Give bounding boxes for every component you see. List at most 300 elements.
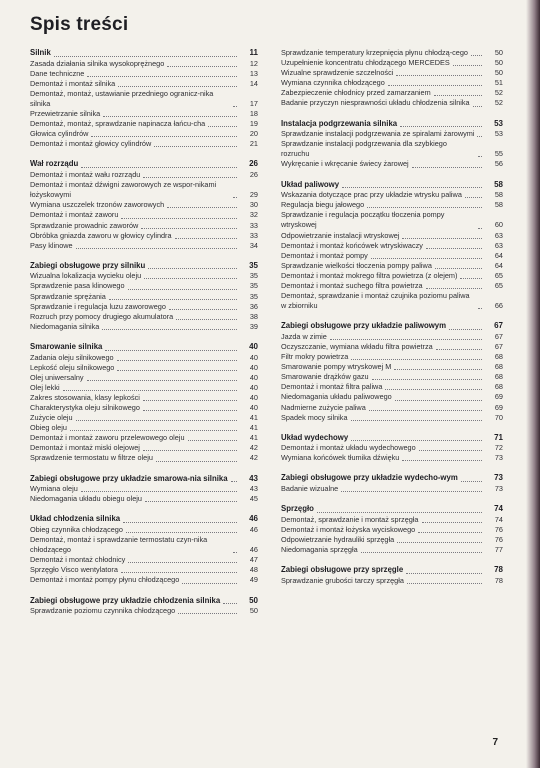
entry-title: Dane techniczne (30, 68, 85, 78)
toc-entry (281, 210, 503, 230)
dot-leader (471, 55, 482, 56)
dot-leader (406, 573, 482, 574)
entry-page-number: 47 (249, 555, 258, 565)
toc-entry (281, 271, 503, 281)
toc-entry (30, 393, 258, 403)
entry-page-number: 50 (249, 595, 258, 605)
entry-page-number: 20 (249, 129, 258, 139)
dot-leader (117, 370, 237, 371)
entry-page-number: 18 (249, 109, 258, 119)
entry-title: Odpowietrzanie instalacji wtryskowej (281, 230, 400, 240)
toc-entry (30, 79, 258, 89)
dot-leader (465, 197, 482, 198)
toc-entry (281, 139, 503, 159)
section-title: Układ paliwowy (281, 179, 340, 189)
entry-page-number: 60 (494, 220, 503, 230)
entry-title: Sprawdzanie i regulacja luzu zaworowego (30, 301, 166, 311)
dot-leader (76, 420, 237, 421)
dot-leader (341, 491, 482, 492)
toc-entry (30, 423, 258, 433)
toc-entry (30, 109, 258, 119)
dot-leader (128, 562, 237, 563)
entry-page-number: 78 (494, 565, 503, 575)
entry-title: Demontaż i montaż pompy (281, 250, 368, 260)
toc-entry (30, 353, 258, 363)
toc-entry (281, 291, 503, 311)
dot-leader (351, 420, 482, 421)
dot-leader (87, 380, 237, 381)
dot-leader (167, 207, 237, 208)
dot-leader (372, 379, 482, 380)
toc-entry (30, 565, 258, 575)
entry-page-number: 50 (249, 606, 258, 616)
entry-page-number: 67 (494, 331, 503, 341)
entry-title: Demontaż, montaż i sprawdzanie termostatu czyn-nika chłodzącego (30, 535, 208, 555)
toc-entry (30, 221, 258, 231)
dot-leader (426, 248, 482, 249)
toc-entry (30, 59, 258, 69)
toc-entry (281, 515, 503, 525)
entry-title: Demontaż i montaż wału rozrządu (30, 170, 141, 180)
toc-entry (281, 281, 503, 291)
entry-title: Niedomagania silnika (30, 321, 100, 331)
section-title: Zabiegi obsługowe przy układzie wydecho-wym (281, 473, 458, 483)
toc-section-heading (30, 474, 258, 485)
entry-title: Demontaż i montaż suchego filtra powietrza (281, 280, 423, 290)
toc-entry (281, 484, 503, 494)
toc-section (30, 48, 258, 149)
dot-leader (169, 309, 237, 310)
entry-title: Demontaż i montaż dźwigni zaworowych ze wspor-nikami łożyskowymi (30, 180, 217, 200)
toc-entry (30, 363, 258, 373)
toc-entry (30, 403, 258, 413)
section-title: Wał rozrządu (30, 159, 79, 169)
entry-page-number: 48 (249, 565, 258, 575)
dot-leader (422, 522, 483, 523)
dot-leader (143, 410, 237, 411)
entry-title: Sprawdzanie sprężania (30, 291, 106, 301)
entry-title: Demontaż i montaż pompy płynu chłodzącego (30, 575, 180, 585)
toc-section (30, 159, 258, 250)
section-title: Zabiegi obsługowe przy sprzęgle (281, 565, 404, 575)
toc-entry (281, 576, 503, 586)
dot-leader (156, 461, 237, 462)
dot-leader (81, 491, 237, 492)
toc-entry (30, 555, 258, 565)
entry-title: Sprawdzanie wielkości tłoczenia pompy paliwa (281, 260, 432, 270)
entry-title: Zasada działania silnika wysokoprężnego (30, 58, 165, 68)
dot-leader (412, 167, 482, 168)
toc-entry (30, 292, 258, 302)
entry-title: Nadmierne zużycie paliwa (281, 402, 366, 412)
entry-title: Wymiana końcówek tłumika dźwięku (281, 453, 400, 463)
entry-title: Wizualna lokalizacja wycieku oleju (30, 271, 142, 281)
entry-page-number: 50 (494, 58, 503, 68)
toc-entry (281, 443, 503, 453)
entry-page-number: 78 (494, 575, 503, 585)
entry-page-number: 67 (494, 321, 503, 331)
entry-page-number: 76 (494, 524, 503, 534)
toc-entry (30, 413, 258, 423)
toc-entry (281, 352, 503, 362)
dot-leader (81, 167, 237, 168)
section-title: Zabiegi obsługowe przy silniku (30, 260, 146, 270)
toc-entry (30, 119, 258, 129)
entry-page-number: 74 (494, 504, 503, 514)
dot-leader (473, 106, 482, 107)
dot-leader (105, 350, 237, 351)
toc-entry (30, 453, 258, 463)
dot-leader (141, 228, 237, 229)
entry-title: Odpowietrzanie hydrauliki sprzęgła (281, 534, 395, 544)
dot-leader (128, 289, 237, 290)
dot-leader (188, 440, 237, 441)
toc-entry (30, 129, 258, 139)
entry-title: Charakterystyka oleju silnikowego (30, 403, 140, 412)
dot-leader (118, 86, 237, 87)
entry-page-number: 67 (494, 341, 503, 351)
section-title: Zabiegi obsługowe przy układzie paliwowym (281, 321, 447, 331)
entry-title: Jazda w zimie (281, 331, 327, 341)
toc-section-heading (281, 119, 503, 130)
dot-leader (436, 349, 482, 350)
entry-title: Sprawdzanie prowadnic zaworów (30, 220, 139, 230)
toc-section-heading (30, 159, 258, 170)
dot-leader (478, 156, 482, 157)
entry-title: Pasy klinowe (30, 240, 73, 250)
entry-page-number: 40 (249, 403, 258, 412)
dot-leader (178, 613, 237, 614)
toc-entry (281, 261, 503, 271)
entry-title: Wymiana uszczelek trzonów zaworowych (30, 200, 165, 210)
entry-page-number: 11 (249, 48, 258, 57)
entry-page-number: 65 (494, 280, 503, 290)
toc-entry (30, 139, 258, 149)
entry-title: Sprawdzenie termostatu w filtrze oleju (30, 453, 153, 463)
dot-leader (233, 552, 237, 553)
dot-leader (76, 248, 237, 249)
entry-title: Głowica cylindrów (30, 129, 89, 139)
dot-leader (126, 532, 237, 533)
entry-title: Sprawdzanie temperatury krzepnięcia płynu chłodzą-cego (281, 48, 468, 57)
toc-entry (281, 78, 503, 88)
dot-leader (176, 319, 237, 320)
toc-section (281, 473, 503, 494)
entry-title: Demontaż, montaż, sprawdzanie napinacza łańcu-cha (30, 119, 206, 129)
entry-page-number: 19 (249, 119, 258, 129)
entry-page-number: 73 (494, 484, 503, 494)
entry-page-number: 33 (249, 220, 258, 230)
entry-page-number: 69 (494, 392, 503, 402)
dot-leader (388, 85, 482, 86)
entry-title: Demontaż i montaż zaworu przelewowego oleju (30, 433, 185, 443)
entry-page-number: 46 (249, 524, 258, 534)
toc-entry (30, 443, 258, 453)
toc-entry (281, 190, 503, 200)
toc-section (281, 321, 503, 422)
toc-section (30, 514, 258, 585)
entry-page-number: 51 (494, 78, 503, 88)
entry-title: Oczyszczanie, wymiana wkładu filtra powietrza (281, 341, 433, 351)
dot-leader (400, 126, 482, 127)
entry-page-number: 76 (494, 534, 503, 544)
entry-title: Niedomagania układu obiegu oleju (30, 494, 142, 504)
toc-entry (30, 575, 258, 585)
dot-leader (109, 299, 237, 300)
entry-page-number: 40 (249, 341, 258, 351)
toc-section-heading (30, 514, 258, 525)
dot-leader (121, 572, 237, 573)
dot-leader (478, 308, 482, 309)
entry-page-number: 21 (249, 139, 258, 149)
entry-title: Sprawdzanie instalacji podgrzewania ze spiralami żarowymi (281, 129, 475, 139)
section-title: Silnik (30, 48, 51, 57)
entry-title: Demontaż i montaż mokrego filtra powietrza (z olejem) (281, 270, 458, 280)
toc-section (281, 504, 503, 555)
entry-page-number: 46 (249, 545, 258, 555)
dot-leader (144, 278, 237, 279)
entry-page-number: 34 (249, 240, 258, 250)
entry-title: Sprawdzenie pasa klinowego (30, 281, 125, 291)
entry-page-number: 42 (249, 443, 258, 453)
dot-leader (461, 481, 482, 482)
dot-leader (371, 258, 482, 259)
dot-leader (91, 136, 237, 137)
entry-title: Badanie przyczyn niesprawności układu chłodzenia silnika (281, 98, 470, 108)
entry-title: Niedomagania sprzęgła (281, 545, 358, 555)
dot-leader (342, 187, 482, 188)
entry-title: Sprawdzanie instalacji podgrzewania dla szybkiego rozruchu (281, 139, 447, 159)
entry-title: Obieg czynnika chłodzącego (30, 524, 123, 534)
toc-entry (281, 88, 503, 98)
entry-title: Wymiana czynnika chłodzącego (281, 78, 385, 88)
dot-leader (453, 65, 482, 66)
entry-page-number: 49 (249, 575, 258, 585)
toc-entry (30, 525, 258, 535)
entry-page-number: 40 (249, 372, 258, 382)
dot-leader (396, 75, 482, 76)
toc-entry (30, 373, 258, 383)
entry-title: Demontaż i montaż chłodnicy (30, 555, 126, 565)
toc-entry (30, 241, 258, 251)
toc-entry (30, 433, 258, 443)
toc-left-column (30, 48, 258, 626)
entry-page-number: 35 (249, 260, 258, 270)
entry-page-number: 42 (249, 453, 258, 463)
dot-leader (330, 339, 482, 340)
entry-page-number: 73 (494, 473, 503, 483)
entry-page-number: 58 (494, 200, 503, 210)
entry-title: Demontaż, sprawdzanie i montaż czujnika poziomu paliwa w zbiorniku (281, 291, 470, 311)
toc-entry (281, 535, 503, 545)
entry-title: Wymiana oleju (30, 484, 78, 494)
toc-section-heading (30, 48, 258, 59)
entry-title: Olej lekki (30, 382, 60, 392)
entry-title: Zakres stosowania, klasy lepkości (30, 392, 140, 402)
toc-section (281, 565, 503, 586)
dot-leader (369, 410, 482, 411)
entry-title: Uzupełnienie koncentratu chłodzącego MERCEDES (281, 58, 450, 68)
entry-page-number: 52 (494, 98, 503, 108)
section-title: Układ chłodzenia silnika (30, 514, 121, 524)
toc-section-heading (281, 433, 503, 444)
dot-leader (435, 268, 482, 269)
entry-page-number: 50 (494, 68, 503, 78)
entry-page-number: 50 (494, 48, 503, 57)
section-title: Instalacja podgrzewania silnika (281, 118, 398, 128)
entry-page-number: 55 (494, 149, 503, 159)
dot-leader (351, 359, 482, 360)
dot-leader (233, 197, 237, 198)
entry-title: Rozruch przy pomocy drugiego akumulatora (30, 311, 174, 321)
dot-leader (419, 450, 482, 451)
entry-title: Demontaż i montaż silnika (30, 78, 116, 88)
entry-title: Badanie wizualne (281, 484, 339, 494)
entry-title: Demontaż i montaż łożyska wyciskowego (281, 524, 416, 534)
toc-section (30, 474, 258, 505)
entry-page-number: 68 (494, 382, 503, 392)
dot-leader (103, 116, 237, 117)
entry-title: Wykręcanie i wkręcanie świecy żarowej (281, 159, 409, 169)
dot-leader (407, 583, 482, 584)
toc-entry (30, 170, 258, 180)
entry-page-number: 63 (494, 240, 503, 250)
toc-entry (281, 98, 503, 108)
entry-title: Sprawdzanie grubości tarczy sprzęgła (281, 575, 404, 585)
entry-title: Sprawdzanie i regulacja początku tłoczenia pompy wtryskowej (281, 210, 445, 230)
entry-page-number: 35 (249, 291, 258, 301)
toc-section (281, 119, 503, 170)
dot-leader (434, 95, 482, 96)
dot-leader (148, 268, 237, 269)
section-title: Sprzęgło (281, 504, 314, 514)
entry-page-number: 41 (249, 423, 258, 433)
toc-section-heading (281, 321, 503, 332)
dot-leader (70, 430, 237, 431)
toc-entry (30, 89, 258, 109)
toc-section-heading (281, 565, 503, 576)
entry-page-number: 41 (249, 433, 258, 443)
dot-leader (182, 583, 237, 584)
toc-entry (281, 382, 503, 392)
dot-leader (351, 440, 482, 441)
entry-page-number: 40 (249, 352, 258, 362)
dot-leader (167, 66, 237, 67)
toc-entry (281, 200, 503, 210)
entry-page-number: 40 (249, 382, 258, 392)
dot-leader (231, 481, 237, 482)
section-title: Zabiegi obsługowe przy układzie chłodzenia silnika (30, 595, 221, 605)
dot-leader (145, 501, 237, 502)
entry-title: Regulacja biegu jałowego (281, 200, 365, 210)
entry-page-number: 17 (249, 98, 258, 108)
entry-page-number: 58 (494, 190, 503, 200)
entry-page-number: 73 (494, 453, 503, 463)
entry-page-number: 66 (494, 301, 503, 311)
entry-title: Zabezpieczenie chłodnicy przed zamarzaniem (281, 88, 431, 98)
entry-page-number: 58 (494, 179, 503, 189)
entry-title: Demontaż i montaż zaworu (30, 210, 119, 220)
toc-section (30, 596, 258, 617)
entry-page-number: 70 (494, 412, 503, 422)
toc-section-heading (30, 596, 258, 607)
toc-section-heading (281, 504, 503, 515)
toc-section-heading (281, 180, 503, 191)
entry-title: Lepkość oleju silnikowego (30, 362, 115, 372)
section-title: Smarowanie silnika (30, 341, 103, 351)
toc-entry (30, 210, 258, 220)
entry-page-number: 26 (249, 170, 258, 180)
entry-page-number: 64 (494, 260, 503, 270)
entry-title: Sprawdzanie poziomu czynnika chłodzącego (30, 606, 176, 616)
entry-page-number: 13 (249, 68, 258, 78)
dot-leader (478, 228, 482, 229)
toc-entry (30, 484, 258, 494)
toc-entry (30, 180, 258, 200)
entry-page-number: 12 (249, 58, 258, 68)
entry-page-number: 72 (494, 443, 503, 453)
toc-section (30, 342, 258, 464)
page-number: 7 (492, 737, 498, 748)
entry-page-number: 45 (249, 494, 258, 504)
entry-page-number: 41 (249, 413, 258, 423)
toc-entry (281, 372, 503, 382)
dot-leader (317, 512, 482, 513)
dot-leader (54, 56, 237, 57)
dot-leader (123, 522, 237, 523)
toc-right-column (281, 48, 503, 596)
entry-page-number: 14 (249, 78, 258, 88)
section-title: Zabiegi obsługowe przy układzie smarowa-nia silnika (30, 473, 228, 483)
page-edge-shadow (526, 0, 540, 768)
dot-leader (102, 329, 237, 330)
dot-leader (397, 542, 482, 543)
entry-title: Demontaż i montaż miski olejowej (30, 443, 140, 453)
entry-page-number: 77 (494, 545, 503, 555)
toc-entry (281, 545, 503, 555)
toc-section (30, 261, 258, 332)
toc-entry (281, 403, 503, 413)
entry-title: Demontaż i montaż układu wydechowego (281, 443, 416, 453)
entry-title: Zadania oleju silnikowego (30, 352, 114, 362)
toc-entry (281, 48, 503, 58)
dot-leader (477, 136, 482, 137)
toc-section-heading (30, 261, 258, 272)
toc-entry (30, 231, 258, 241)
entry-page-number: 26 (249, 159, 258, 169)
dot-leader (460, 278, 482, 279)
dot-leader (449, 329, 482, 330)
toc-entry (30, 312, 258, 322)
toc-entry (30, 69, 258, 79)
dot-leader (175, 238, 237, 239)
toc-section (281, 48, 503, 109)
toc-entry (30, 200, 258, 210)
toc-entry (281, 129, 503, 139)
toc-entry (30, 606, 258, 616)
entry-page-number: 43 (249, 473, 258, 483)
entry-page-number: 40 (249, 362, 258, 372)
entry-title: Zużycie oleju (30, 413, 73, 423)
toc-entry (30, 383, 258, 393)
toc-entry (30, 322, 258, 332)
entry-title: Obieg oleju (30, 423, 67, 433)
toc-entry (30, 535, 258, 555)
entry-page-number: 46 (249, 514, 258, 524)
toc-entry (281, 68, 503, 78)
dot-leader (426, 288, 482, 289)
entry-title: Demontaż i montaż końcówek wtryskiwaczy (281, 240, 423, 250)
